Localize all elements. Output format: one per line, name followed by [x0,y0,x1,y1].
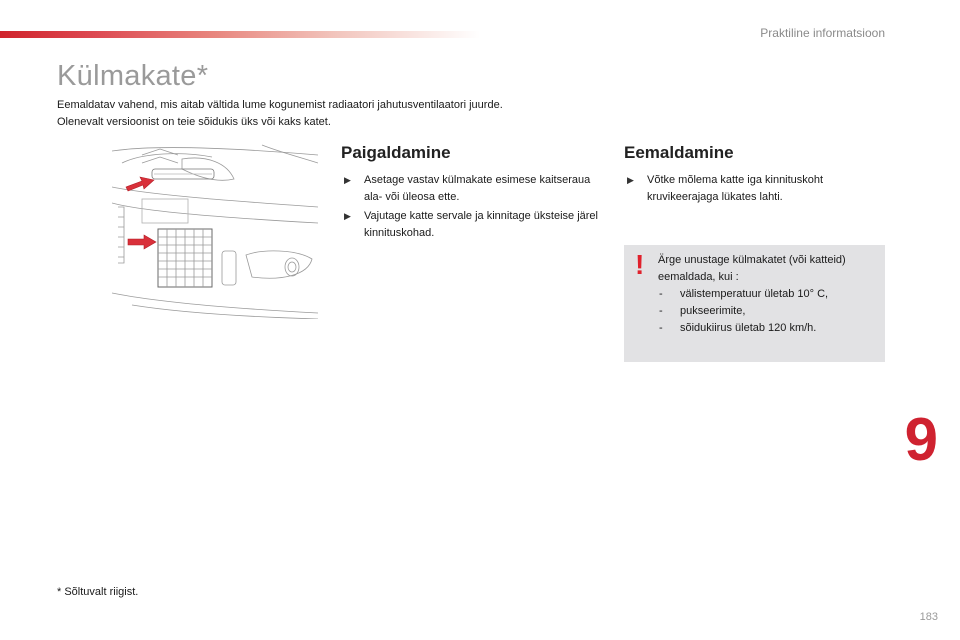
footnote: * Sõltuvalt riigist. [57,586,139,598]
dash-bullet: - [659,322,663,334]
car-grille-illustration [112,143,318,319]
warning-line: Ärge unustage külmakatet (või katteid) [658,254,846,266]
list-item [341,172,609,206]
list-item [658,320,880,337]
condition-text: sõidukiirus ületab 120 km/h. [680,322,817,334]
condition-text: välistemperatuur ületab 10° C, [680,288,829,300]
dash-bullet: - [659,305,663,317]
remove-steps [624,172,886,206]
step-text: Võtke mõlema katte iga kinnituskoht kruvikeerajaga lükates lahti. [647,174,824,203]
placement-arrows [126,177,156,249]
page-title: Külmakate* [57,60,209,92]
section-header: Praktiline informatsioon [760,26,885,40]
list-item [658,286,880,303]
remove-section [624,143,886,208]
install-steps [341,172,609,242]
page-number: 183 [919,611,938,623]
arrow-right-icon: ▶ [344,175,351,185]
intro-paragraph [57,97,617,131]
list-item [624,172,886,206]
step-text: Asetage vastav külmakate esimese kaitseraua ala- või üleosa ette. [364,174,591,203]
warning-text [658,252,880,337]
intro-line: Eemaldatav vahend, mis aitab vältida lume kogunemist radiaatori jahutusventilaatori juurde. [57,99,503,111]
step-text: Vajutage katte servale ja kinnitage üksteise järel kinnituskohad. [364,210,598,239]
warning-conditions [658,286,880,337]
install-section [341,143,609,244]
remove-heading: Eemaldamine [624,143,734,162]
intro-line: Olenevalt versioonist on teie sõidukis üks või kaks katet. [57,116,331,128]
condition-text: pukseerimite, [680,305,746,317]
list-item [658,303,880,320]
install-heading: Paigaldamine [341,143,451,162]
exclamation-icon: ! [635,249,645,280]
arrow-right-icon: ▶ [344,211,351,221]
chapter-number: 9 [904,406,938,473]
list-item [341,208,609,242]
warning-line: eemaldada, kui : [658,271,739,283]
warning-box [624,245,885,362]
header-accent-bar [0,31,480,38]
arrow-right-icon: ▶ [627,175,634,185]
dash-bullet: - [659,288,663,300]
